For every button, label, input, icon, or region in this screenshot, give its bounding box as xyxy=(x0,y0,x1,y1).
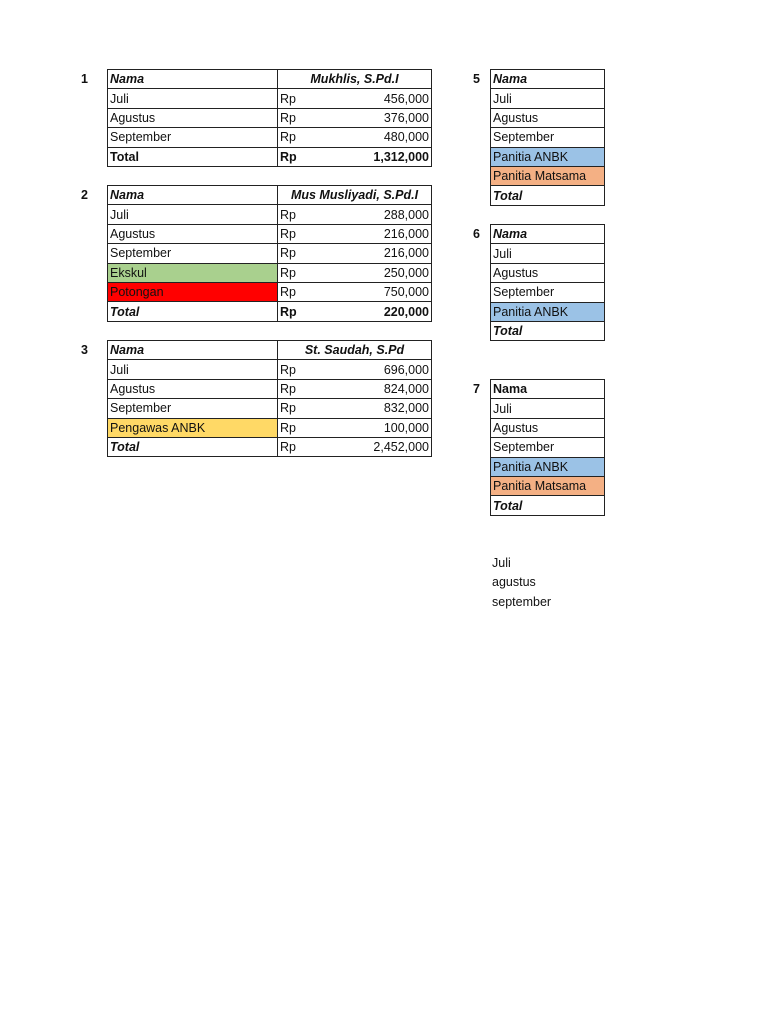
note-agustus[interactable]: agustus xyxy=(492,575,536,589)
currency: Rp xyxy=(280,130,296,145)
table-row xyxy=(108,205,432,224)
table-number: 3 xyxy=(81,343,88,357)
total-label[interactable]: Total xyxy=(108,147,278,166)
row-label[interactable]: Agustus xyxy=(491,263,605,282)
row-label[interactable]: Juli xyxy=(491,244,605,263)
name-table-5 xyxy=(490,69,605,206)
amount: 100,000 xyxy=(383,420,429,435)
table-row xyxy=(491,438,605,457)
row-label-panitia-matsama[interactable]: Panitia Matsama xyxy=(491,476,605,495)
table-header-row xyxy=(491,225,605,244)
row-label[interactable]: September xyxy=(491,283,605,302)
total-label[interactable]: Total xyxy=(108,437,278,456)
note-september[interactable]: september xyxy=(492,595,552,609)
table-row xyxy=(491,457,605,476)
table-row xyxy=(491,418,605,437)
table-row xyxy=(108,418,432,437)
row-label-panitia-anbk[interactable]: Panitia ANBK xyxy=(491,147,605,166)
row-label[interactable]: September xyxy=(108,128,278,147)
amount: 832,000 xyxy=(383,401,429,416)
row-label-ekskul[interactable]: Ekskul xyxy=(108,263,278,282)
row-label[interactable]: Juli xyxy=(491,89,605,108)
table-header-row xyxy=(108,341,432,360)
amount-cell[interactable] xyxy=(278,282,432,301)
row-label[interactable]: Juli xyxy=(108,89,278,108)
table-header-row xyxy=(108,186,432,205)
table-row xyxy=(491,166,605,185)
table-row xyxy=(108,244,432,263)
row-label[interactable]: Agustus xyxy=(108,108,278,127)
row-label-panitia-anbk[interactable]: Panitia ANBK xyxy=(491,302,605,321)
table-header-row xyxy=(491,70,605,89)
total-label[interactable]: Total xyxy=(108,302,278,321)
row-label[interactable]: Juli xyxy=(108,360,278,379)
row-label[interactable]: September xyxy=(491,438,605,457)
table-row xyxy=(491,89,605,108)
table-row xyxy=(491,263,605,282)
header-label[interactable]: Nama xyxy=(491,380,605,399)
amount: 216,000 xyxy=(383,226,429,241)
teacher-name[interactable]: St. Saudah, S.Pd xyxy=(278,341,432,360)
amount: 376,000 xyxy=(383,110,429,125)
amount: 696,000 xyxy=(383,362,429,377)
amount-cell[interactable] xyxy=(278,418,432,437)
amount: 216,000 xyxy=(383,246,429,261)
table-header-row xyxy=(108,70,432,89)
currency: Rp xyxy=(280,207,296,222)
currency: Rp xyxy=(280,226,296,241)
table-number: 7 xyxy=(473,382,480,396)
total-amount: 2,452,000 xyxy=(373,440,429,455)
header-label[interactable]: Nama xyxy=(108,70,278,89)
amount-cell[interactable] xyxy=(278,89,432,108)
table-number: 2 xyxy=(81,188,88,202)
amount-cell[interactable] xyxy=(278,205,432,224)
row-label[interactable]: September xyxy=(491,128,605,147)
table-header-row xyxy=(491,380,605,399)
total-amount: 220,000 xyxy=(383,304,429,319)
table-row xyxy=(491,283,605,302)
table-row xyxy=(108,282,432,301)
total-amount-cell[interactable] xyxy=(278,302,432,321)
amount: 456,000 xyxy=(383,91,429,106)
row-label-pengawas[interactable]: Pengawas ANBK xyxy=(108,418,278,437)
amount-cell[interactable] xyxy=(278,224,432,243)
row-label[interactable]: September xyxy=(108,399,278,418)
name-table-6 xyxy=(490,224,605,341)
table-row xyxy=(108,263,432,282)
salary-table-3 xyxy=(107,340,432,457)
total-label[interactable]: Total xyxy=(491,186,605,205)
amount-cell[interactable] xyxy=(278,379,432,398)
amount: 250,000 xyxy=(383,265,429,280)
amount-cell[interactable] xyxy=(278,108,432,127)
row-label-potongan[interactable]: Potongan xyxy=(108,282,278,301)
total-row xyxy=(108,437,432,456)
total-amount-cell[interactable] xyxy=(278,437,432,456)
row-label-panitia-anbk[interactable]: Panitia ANBK xyxy=(491,457,605,476)
table-row xyxy=(491,302,605,321)
row-label[interactable]: Agustus xyxy=(108,379,278,398)
salary-table-2 xyxy=(107,185,432,322)
header-label[interactable]: Nama xyxy=(108,341,278,360)
table-row xyxy=(491,108,605,127)
total-label[interactable]: Total xyxy=(491,496,605,515)
row-label[interactable]: Juli xyxy=(108,205,278,224)
currency: Rp xyxy=(280,91,296,106)
row-label[interactable]: Juli xyxy=(491,399,605,418)
amount: 824,000 xyxy=(383,381,429,396)
table-row xyxy=(108,399,432,418)
header-label[interactable]: Nama xyxy=(491,70,605,89)
header-label[interactable]: Nama xyxy=(108,186,278,205)
currency: Rp xyxy=(280,362,296,377)
table-row xyxy=(491,399,605,418)
table-row xyxy=(108,224,432,243)
amount-cell[interactable] xyxy=(278,128,432,147)
teacher-name[interactable]: Mus Musliyadi, S.Pd.I xyxy=(278,186,432,205)
table-row xyxy=(491,476,605,495)
currency: Rp xyxy=(280,401,296,416)
table-row xyxy=(491,244,605,263)
amount: 480,000 xyxy=(383,130,429,145)
total-row xyxy=(491,321,605,340)
name-table-7 xyxy=(490,379,605,516)
table-row xyxy=(108,89,432,108)
currency: Rp xyxy=(280,265,296,280)
currency: Rp xyxy=(280,304,297,319)
table-row xyxy=(108,128,432,147)
table-row xyxy=(491,147,605,166)
table-number: 1 xyxy=(81,72,88,86)
row-label[interactable]: September xyxy=(108,244,278,263)
currency: Rp xyxy=(280,381,296,396)
amount: 750,000 xyxy=(383,285,429,300)
currency: Rp xyxy=(280,420,296,435)
note-juli[interactable]: Juli xyxy=(492,556,511,570)
currency: Rp xyxy=(280,440,296,455)
table-number: 6 xyxy=(473,227,480,241)
total-row xyxy=(491,186,605,205)
total-row xyxy=(491,496,605,515)
row-label[interactable]: Agustus xyxy=(491,108,605,127)
amount-cell[interactable] xyxy=(278,244,432,263)
header-label[interactable]: Nama xyxy=(491,225,605,244)
row-label[interactable]: Agustus xyxy=(491,418,605,437)
table-row xyxy=(108,360,432,379)
table-row xyxy=(491,128,605,147)
amount-cell[interactable] xyxy=(278,360,432,379)
total-row xyxy=(108,302,432,321)
table-row xyxy=(108,379,432,398)
teacher-name[interactable]: Mukhlis, S.Pd.I xyxy=(278,70,432,89)
total-label[interactable]: Total xyxy=(491,321,605,340)
amount: 288,000 xyxy=(383,207,429,222)
salary-table-1 xyxy=(107,69,432,167)
row-label-panitia-matsama[interactable]: Panitia Matsama xyxy=(491,166,605,185)
currency: Rp xyxy=(280,285,296,300)
total-amount-cell[interactable] xyxy=(278,147,432,166)
total-row xyxy=(108,147,432,166)
currency: Rp xyxy=(280,110,296,125)
row-label[interactable]: Agustus xyxy=(108,224,278,243)
currency: Rp xyxy=(280,149,297,164)
table-number: 5 xyxy=(473,72,480,86)
currency: Rp xyxy=(280,246,296,261)
total-amount: 1,312,000 xyxy=(373,149,429,164)
amount-cell[interactable] xyxy=(278,399,432,418)
amount-cell[interactable] xyxy=(278,263,432,282)
table-row xyxy=(108,108,432,127)
